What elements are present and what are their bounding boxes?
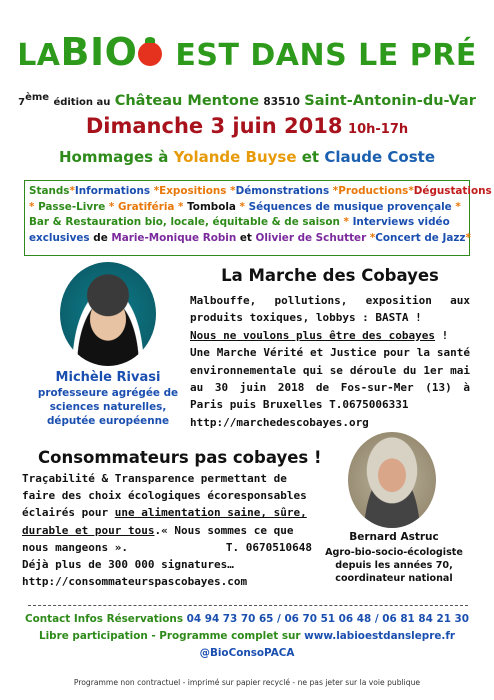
program-item: Informations <box>74 185 154 197</box>
conso-line-4 <box>22 522 334 539</box>
edition-line <box>0 92 494 109</box>
program-item: Concert de Jazz <box>375 231 466 244</box>
program-item: * <box>230 185 236 197</box>
program-item: * <box>69 185 75 197</box>
program-item: * <box>239 200 249 213</box>
rivasi-title-line-3: députée européenne <box>46 415 170 427</box>
program-item: et <box>239 231 256 244</box>
program-item: exclusives <box>29 231 94 244</box>
marche-title: La Marche des Cobayes <box>221 266 439 285</box>
venue-town: Saint-Antonin-du-Var <box>304 93 476 110</box>
venue-zip: 83510 <box>263 96 300 109</box>
participation-line <box>0 630 494 642</box>
tomato-icon <box>138 42 162 66</box>
event-hours: 10h-17h <box>348 122 409 137</box>
program-item: Tombola <box>187 200 240 213</box>
hommage-name-2: Claude Coste <box>324 148 435 166</box>
conso-line-1: Traçabilité & Transparence permettant de <box>22 472 287 485</box>
conso-phone: T. 0670510648 <box>225 540 312 554</box>
conso-url-link[interactable]: http://consommateurspascobayes.com <box>22 575 248 589</box>
conso-line-4b: .« Nous sommes ce que <box>154 523 294 537</box>
website-link[interactable]: www.labioestdanslepre.fr <box>304 630 455 642</box>
astruc-title-line-2: depuis les années 70, <box>335 560 453 571</box>
conso-title: Consommateurs pas cobayes ! <box>38 448 322 467</box>
program-item: * <box>465 231 471 244</box>
edition-number: 7 <box>18 97 26 109</box>
venue-name: Château Mentone <box>114 93 260 110</box>
hommages-line <box>0 148 494 166</box>
marche-paragraph-2 <box>190 327 470 344</box>
program-line-3 <box>29 215 465 231</box>
logo-text-rest: EST DANS LE PRÉ <box>175 38 477 73</box>
legal-notice: Programme non contractuel - imprimé sur papier recyclé - ne pas jeter sur la voie publique <box>73 678 421 687</box>
marche-slogan-end: ! <box>435 328 449 342</box>
conso-line-3a: éclairés pour <box>22 506 115 520</box>
program-item: * <box>455 200 461 213</box>
astruc-title-line-3: coordinateur national <box>335 573 453 584</box>
astruc-name: Bernard Astruc <box>349 531 439 543</box>
rivasi-photo <box>60 262 156 366</box>
marche-paragraph-1: Malbouffe, pollutions, exposition aux produits toxiques, lobbys : BASTA ! <box>190 294 470 325</box>
conso-line-4u: durable et pour tous <box>22 523 155 537</box>
hommages-prefix: Hommages à <box>58 148 169 166</box>
program-line-4 <box>29 231 471 247</box>
contact-phones: 04 94 73 70 65 / 06 70 51 06 48 / 06 81 84 21 30 <box>186 613 470 625</box>
program-item: Passe-Livre <box>38 200 109 213</box>
event-date <box>0 114 494 138</box>
program-item: Olivier de Schutter <box>255 231 370 244</box>
astruc-photo <box>348 432 436 528</box>
program-item: * <box>29 200 39 213</box>
social-handle[interactable]: @BioConsoPACA <box>199 647 295 659</box>
program-item: *Expositions <box>153 185 231 197</box>
program-item: * <box>108 200 118 213</box>
program-item: *Productions <box>332 185 409 197</box>
program-box <box>24 180 492 256</box>
rivasi-title <box>20 386 196 428</box>
rivasi-title-line-1: professeure agrégée de <box>37 387 179 399</box>
marche-slogan: Nous ne voulons plus être des cobayes <box>190 328 436 342</box>
conso-description <box>22 470 334 590</box>
edition-word: édition au <box>53 97 111 109</box>
footer-divider <box>28 605 468 606</box>
program-item: Dégustations <box>413 185 492 197</box>
marche-description <box>190 292 470 431</box>
date-text: Dimanche 3 juin 2018 <box>85 114 343 138</box>
edition-suffix: ème <box>25 92 50 103</box>
conso-line-3u: une alimentation saine, sûre, <box>114 506 307 520</box>
contact-label: Contact Infos Réservations <box>24 613 184 625</box>
logo-text-bio: BIO <box>60 30 138 74</box>
contact-line <box>0 613 494 625</box>
conso-line-5 <box>22 539 334 556</box>
event-logo <box>0 30 494 74</box>
marche-url-link[interactable]: http://marchedescobayes.org <box>190 415 369 429</box>
program-item: * <box>408 185 414 197</box>
astruc-title-line-1: Agro-bio-socio-écologiste <box>325 547 463 558</box>
rivasi-title-line-2: sciences naturelles, <box>49 401 167 413</box>
program-item: Démonstrations <box>235 185 333 197</box>
program-item: Marie-Monique Robin <box>111 231 240 244</box>
program-item: de <box>93 231 112 244</box>
program-item: Stands <box>29 185 70 197</box>
program-item: Séquences de musique provençale <box>248 200 456 213</box>
hommage-name-1: Yolande Buyse <box>173 148 297 166</box>
marche-paragraph-3: Une Marche Vérité et Justice pour la santé environnementale qui se déroule du 1er mai au 30 juin 2018 de Fos-sur-Mer (13) à Paris puis Bruxelles T.0675006331 <box>190 346 470 412</box>
conso-quote-end: nous mangeons ». <box>22 540 128 554</box>
hommages-and: et <box>301 148 320 166</box>
program-item: * <box>369 231 376 244</box>
program-item: Interviews vidéo <box>352 216 450 229</box>
program-item: Gratiféria <box>117 200 179 213</box>
rivasi-name: Michèle Rivasi <box>55 370 161 385</box>
conso-line-3 <box>22 504 334 521</box>
conso-signatures: Déjà plus de 300 000 signatures… <box>22 558 234 572</box>
participation-text: Libre participation - Programme complet sur <box>39 630 301 642</box>
program-line-1 <box>29 184 492 200</box>
program-item: * <box>343 216 353 229</box>
program-line-2 <box>29 200 465 216</box>
program-item: * <box>178 200 188 213</box>
program-item: Bar & Restauration bio, locale, équitable & de saison <box>29 216 344 229</box>
astruc-title <box>322 546 466 585</box>
logo-text-la: LA <box>17 38 61 73</box>
conso-line-2: faire des choix écologiques écoresponsables <box>22 489 307 503</box>
